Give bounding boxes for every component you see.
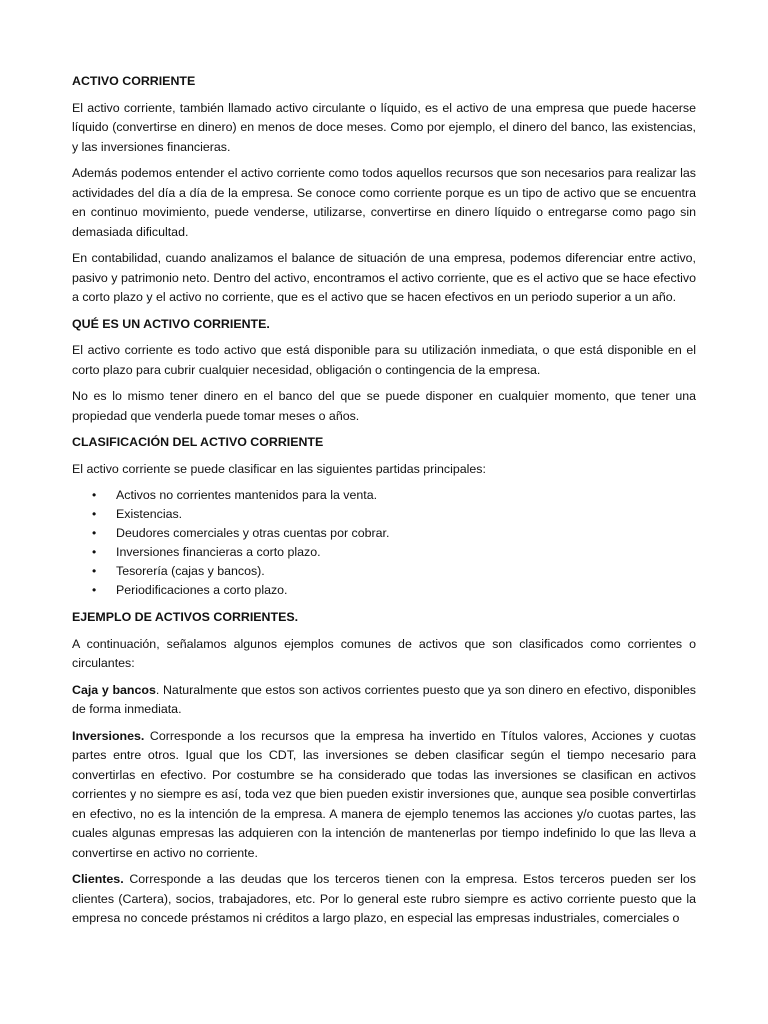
paragraph-accounting: En contabilidad, cuando analizamos el balance de situación de una empresa, podemos diferenciar entre activo, pasivo y patrimonio neto. Dentro del activo, encontramos el activo corriente, que es el activo que se hace efectivo a corto plazo y el activo no corriente, que es el activo que se hacen efectivos en un periodo superior a un año. [72,251,696,304]
paragraph-resources: Además podemos entender el activo corriente como todos aquellos recursos que son necesarios para realizar las actividades del día a día de la empresa. Se conoce como corriente porque es un tipo de activo que se encuentra en continuo movimiento, puede venderse, utilizarse, convertirse en dinero líquido o entregarse como pago sin demasiada dificultad. [72,166,696,239]
bullet-icon: • [92,488,97,502]
list-item [72,524,696,543]
heading-clasificacion: CLASIFICACIÓN DEL ACTIVO CORRIENTE [72,435,324,449]
bullet-icon: • [92,507,97,521]
bullet-icon: • [92,545,97,559]
term-caja-bancos: Caja y bancos [72,682,156,697]
paragraph-classification-intro: El activo corriente se puede clasificar en las siguientes partidas principales: [72,461,486,476]
list-item [72,543,696,562]
list-item-text: Deudores comerciales y otras cuentas por cobrar. [116,526,390,540]
heading-ejemplo: EJEMPLO DE ACTIVOS CORRIENTES. [72,610,299,624]
classification-list [72,486,696,600]
list-item-text: Periodificaciones a corto plazo. [116,583,288,597]
text-clientes: Corresponde a las deudas que los terceros tienen con la empresa. Estos terceros pueden ser los clientes (Cartera), socios, trabajadores, etc. Por lo general este rubro siempre es activo corriente puesto que la empresa no concede préstamos ni créditos a largo plazo, en especial las empresas industriales, comerciales o [72,872,696,925]
bullet-icon: • [92,564,97,578]
list-item [72,581,696,600]
list-item-text: Tesorería (cajas y bancos). [116,564,265,578]
heading-activo-corriente: ACTIVO CORRIENTE [72,74,196,88]
list-item-text: Inversiones financieras a corto plazo. [116,545,321,559]
paragraph-availability: El activo corriente es todo activo que está disponible para su utilización inmediata, o que está disponible en el corto plazo para cubrir cualquier necesidad, obligación o contingencia de la empresa. [72,343,696,377]
heading-que-es: QUÉ ES UN ACTIVO CORRIENTE. [72,316,270,331]
list-item [72,562,696,581]
bullet-icon: • [92,583,97,597]
paragraph-definition: El activo corriente, también llamado activo circulante o líquido, es el activo de una empresa que puede hacerse líquido (convertirse en dinero) en menos de doce meses. Como por ejemplo, el dinero del banco, las existencias, y las inversiones financieras. [72,100,696,154]
text-caja-bancos: . Naturalmente que estos son activos corrientes puesto que ya son dinero en efectivo, disponibles de forma inmediata. [72,682,696,716]
term-clientes: Clientes. [72,872,124,886]
paragraph-clientes [72,870,696,929]
list-item-text: Activos no corrientes mantenidos para la venta. [116,488,378,502]
list-item [72,505,696,524]
term-inversiones: Inversiones. [72,728,145,743]
paragraph-caja-bancos [72,681,696,720]
bullet-icon: • [92,526,97,540]
paragraph-examples-intro: A continuación, señalamos algunos ejemplos comunes de activos que son clasificados como corrientes o circulantes: [72,636,696,670]
list-item-text: Existencias. [116,507,183,521]
text-inversiones: Corresponde a los recursos que la empresa ha invertido en Títulos valores, Acciones y cuotas partes entre otros. Igual que los CDT, las inversiones se deben clasificar según el tiempo necesario para convertirlas en efectivo. Por costumbre se ha considerado que todas las inversiones se clasifican en activos corrientes y no siempre es así, toda vez que bien pueden existir inversiones que, aunque sea posible convertirlas en efectivo, no es la intención de la empresa. A manera de ejemplo tenemos las acciones y/o cuotas partes, las cuales algunas empresas las adquieren con la intención de mantenerlas por tiempo indefinido lo que las lleva a convertirse en activo no corriente. [72,728,696,860]
paragraph-inversiones [72,727,696,864]
list-item [72,486,696,505]
paragraph-comparison: No es lo mismo tener dinero en el banco del que se puede disponer en cualquier momento, que tener una propiedad que venderla puede tomar meses o años. [72,389,696,423]
